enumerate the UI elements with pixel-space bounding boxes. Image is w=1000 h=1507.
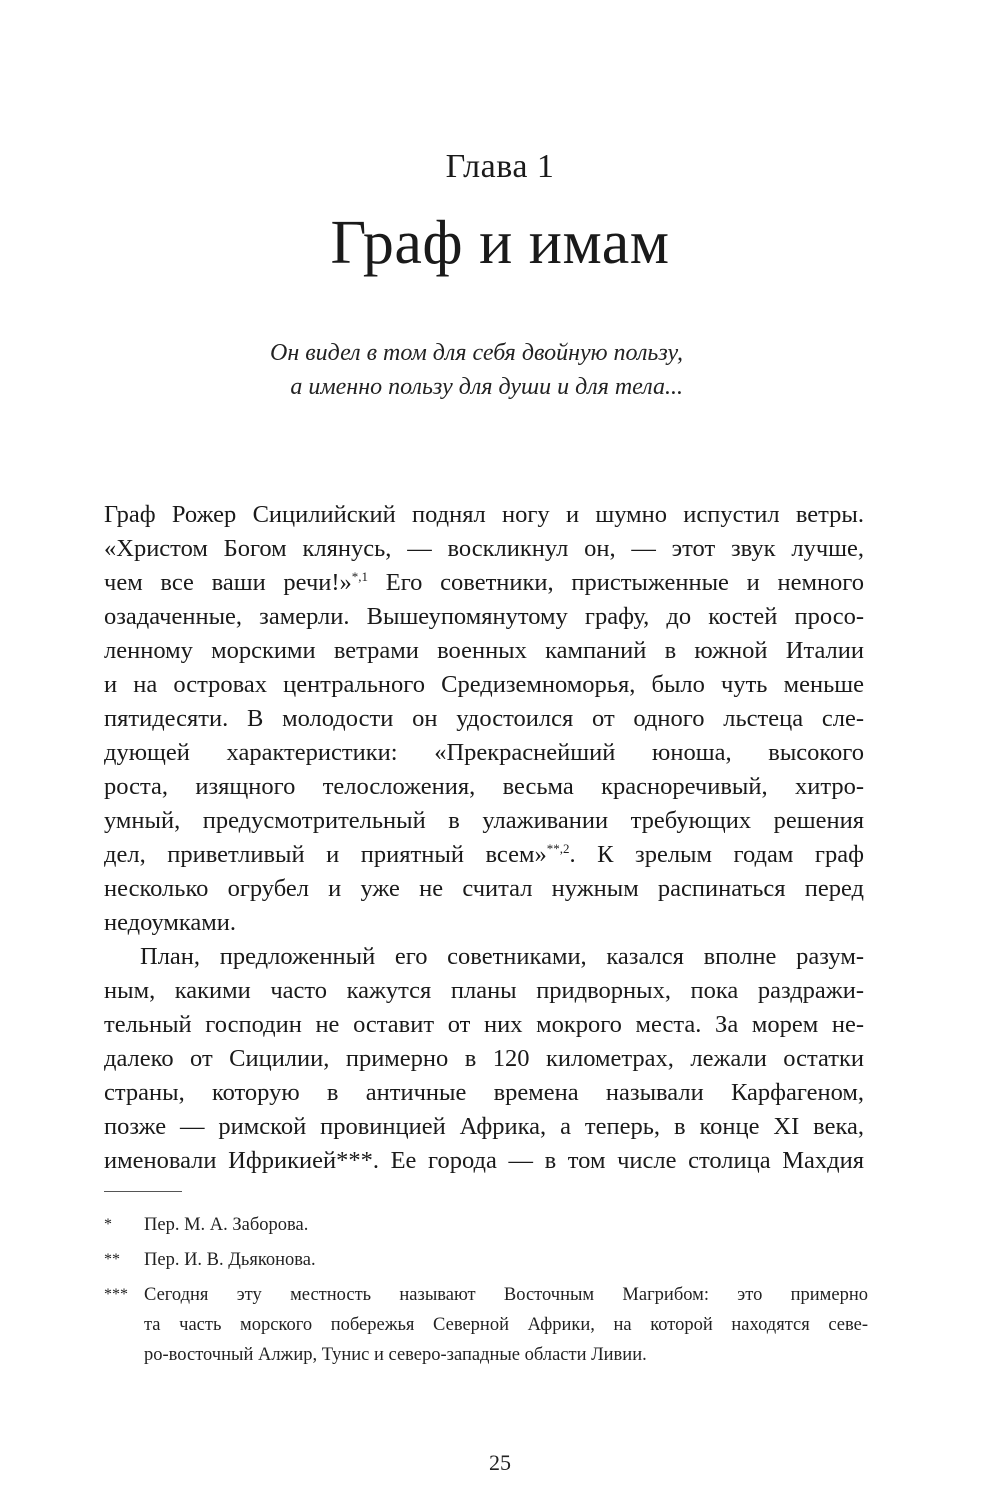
text-line: Граф Рожер Сицилийский поднял ногу и шумно испустил ветры.: [104, 501, 864, 528]
text-fragment: дел, приветливый и приятный всем»: [104, 841, 547, 868]
footnote-text: Пер. И. В. Дьяконова.: [144, 1250, 316, 1270]
text-line: далеко от Сицилии, примерно в 120 километрах, лежали остатки: [104, 1045, 864, 1072]
text-line: умный, предусмотрительный в улаживании требующих решения: [104, 807, 864, 834]
text-line: недоумками.: [104, 909, 237, 936]
epigraph: [270, 336, 683, 404]
text-line: План, предложенный его советниками, казался вполне разум-: [140, 943, 864, 970]
paragraph-1: [104, 498, 864, 940]
footnote-mark: ***: [104, 1286, 128, 1303]
text-line: страны, которую в античные времена называли Карфагеном,: [104, 1079, 864, 1106]
footnote: [104, 1210, 868, 1240]
footnotes: [104, 1210, 868, 1375]
text-line: озадаченные, замерли. Вышеупомянутому графу, до костей просо-: [104, 603, 864, 630]
text-line: пятидесяти. В молодости он удостоился от одного льстеца сле-: [104, 705, 864, 732]
text-line: «Христом Богом клянусь, — воскликнул он, — этот звук лучше,: [104, 535, 864, 562]
footnote-text: та часть морского побережья Северной Африки, на которой находятся севе-: [144, 1315, 868, 1335]
footnote-text: Пер. М. А. Заборова.: [144, 1215, 309, 1235]
page-number: 25: [489, 1450, 511, 1475]
chapter-title: Граф и имам: [330, 209, 670, 277]
footnote-text: ро-восточный Алжир, Тунис и северо-западные области Ливии.: [144, 1345, 647, 1365]
text-line: [104, 838, 864, 872]
text-fragment: . К зрелым годам граф: [569, 841, 864, 868]
footnote-text: Сегодня эту местность называют Восточным Магрибом: это примерно: [144, 1285, 868, 1305]
text-line: именовали Ифрикией***. Ее города — в том числе столица Махдия: [104, 1147, 864, 1174]
text-fragment: чем все ваши речи!»: [104, 569, 352, 596]
text-line: тельный господин не оставит от них мокрого места. За морем не-: [104, 1011, 864, 1038]
text-line: дующей характеристики: «Прекраснейший юноша, высокого: [104, 739, 864, 766]
footnote-ref: **,2: [546, 841, 570, 856]
footnote: [104, 1280, 868, 1370]
epigraph-line: а именно пользу для души и для тела...: [290, 374, 683, 400]
footnote-mark: **: [104, 1251, 120, 1268]
text-line: ленному морскими ветрами военных кампаний в южной Италии: [104, 637, 864, 664]
footnote-ref: *,1: [351, 569, 369, 584]
text-fragment: Его советники, пристыженные и немного: [368, 569, 864, 596]
chapter-label: Глава 1: [445, 148, 555, 185]
footnote: [104, 1245, 868, 1275]
text-line: ным, какими часто кажутся планы придворных, пока раздражи-: [104, 977, 864, 1004]
text-line: роста, изящного телосложения, весьма красноречивый, хитро-: [104, 773, 864, 800]
epigraph-line: Он видел в том для себя двойную пользу,: [270, 340, 683, 366]
text-line: позже — римской провинцией Африка, а теперь, в конце XI века,: [104, 1113, 864, 1140]
footnote-divider: [104, 1191, 182, 1192]
text-line: и на островах центрального Средиземноморья, было чуть меньше: [104, 671, 864, 698]
text-line: несколько огрубел и уже не считал нужным распинаться перед: [104, 875, 864, 902]
paragraph-2: [104, 940, 864, 1178]
footnote-mark: *: [104, 1216, 112, 1233]
text-line: [104, 566, 864, 600]
body-text: [104, 498, 864, 1178]
